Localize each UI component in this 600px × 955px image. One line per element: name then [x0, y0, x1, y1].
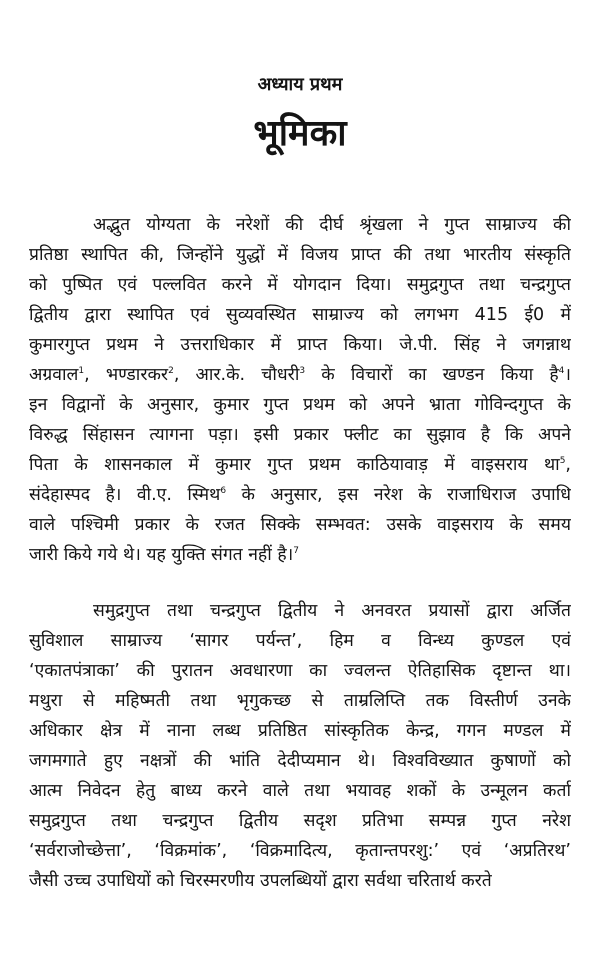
- footnote-ref: 1: [78, 366, 85, 377]
- text-line: समुद्रगुप्त तथा चन्द्रगुप्त द्वितीय ने अनवरत प्रयासों द्वारा अर्जित: [93, 601, 571, 621]
- text-segment: पिता के शासनकाल में कुमार गुप्त प्रथम काठियावाड़ में वाइसराय था: [29, 455, 560, 475]
- text-segment: के अनुसार, इस नरेश के राजाधिराज उपाधि: [226, 485, 571, 505]
- text-line: सुविशाल साम्राज्य ‘सागर पर्यन्त’, हिम व विन्ध्य कुण्डल एवं: [29, 631, 571, 651]
- text-segment: ,: [565, 455, 571, 475]
- footnote-ref: 3: [299, 366, 306, 377]
- text-line: विरुद्ध सिंहासन त्यागना पड़ा। इसी प्रकार फ्लीट का सुझाव है कि अपने: [29, 425, 571, 445]
- text-line: [29, 480, 571, 510]
- text-line: को पुष्पित एवं पल्लवित करने में योगदान दिया। समुद्रगुप्त तथा चन्द्रगुप्त: [29, 275, 571, 295]
- footnote-ref: 5: [559, 456, 566, 467]
- text-line: [29, 360, 571, 390]
- text-line: प्रतिष्ठा स्थापित की, जिन्होंने युद्धों में विजय प्राप्त की तथा भारतीय संस्कृति: [29, 245, 571, 265]
- text-segment: अग्रवाल: [29, 365, 79, 385]
- chapter-number: अध्याय प्रथम: [257, 74, 343, 95]
- text-line: समुद्रगुप्त तथा चन्द्रगुप्त द्वितीय सदृश प्रतिभा सम्पन्न गुप्त नरेश: [29, 811, 571, 831]
- text-segment: जारी किये गये थे। यह युक्ति संगत नहीं है।: [29, 545, 294, 565]
- text-segment: ।: [564, 365, 571, 385]
- paragraph-1: [29, 210, 571, 570]
- text-segment: , भण्डारकर: [84, 365, 169, 385]
- footnote-ref: 6: [220, 486, 227, 497]
- text-line: इन विद्वानों के अनुसार, कुमार गुप्त प्रथम को अपने भ्राता गोविन्दगुप्त के: [29, 395, 571, 415]
- chapter-title: भूमिका: [253, 113, 347, 154]
- text-line: अद्भुत योग्यता के नरेशों की दीर्घ श्रृंखला ने गुप्त साम्राज्य की: [93, 215, 571, 235]
- text-line: अधिकार क्षेत्र में नाना लब्ध प्रतिष्ठित सांस्कृतिक केन्द्र, गगन मण्डल में: [29, 721, 571, 741]
- text-line: मथुरा से महिष्मती तथा भृगुकच्छ से ताम्रलिप्ति तक विस्तीर्ण उनके: [29, 691, 571, 711]
- text-line: वाले पश्चिमी प्रकार के रजत सिक्के सम्भवत: उसके वाइसराय के समय: [29, 515, 571, 535]
- text-line: ‘एकातपंत्राका’ की पुरातन अवधारणा का ज्वलन्त ऐतिहासिक दृष्टान्त था।: [29, 661, 571, 681]
- text-line: जैसी उच्च उपाधियों को चिरस्मरणीय उपलब्धियों द्वारा सर्वथा चरितार्थ करते: [29, 871, 492, 891]
- text-line: [29, 540, 571, 570]
- text-line: कुमारगुप्त प्रथम ने उत्तराधिकार में प्राप्त किया। जे.पी. सिंह ने जगन्नाथ: [29, 335, 571, 355]
- text-segment: , आर.के. चौधरी: [173, 365, 300, 385]
- text-line: जगमगाते हुए नक्षत्रों की भांति देदीप्यमान थे। विश्वविख्यात कुषाणों को: [29, 751, 571, 771]
- footnote-ref: 2: [168, 366, 174, 377]
- footnote-ref: 7: [293, 546, 299, 557]
- text-line: ‘सर्वराजोच्छेत्ता’, ‘विक्रमांक’, ‘विक्रमादित्य, कृतान्तपरशु:’ एवं ‘अप्रतिरथ’: [29, 841, 571, 861]
- text-line: द्वितीय द्वारा स्थापित एवं सुव्यवस्थित साम्राज्य को लगभग 415 ई0 में: [29, 305, 571, 325]
- paragraph-2: [29, 596, 571, 896]
- footnote-ref: 4: [558, 366, 565, 377]
- text-line: आत्म निवेदन हेतु बाध्य करने वाले तथा भयावह शकों के उन्मूलन कर्ता: [29, 781, 571, 801]
- text-segment: संदेहास्पद है। वी.ए. स्मिथ: [29, 485, 221, 505]
- text-line: [29, 450, 571, 480]
- text-segment: के विचारों का खण्डन किया है: [305, 365, 559, 385]
